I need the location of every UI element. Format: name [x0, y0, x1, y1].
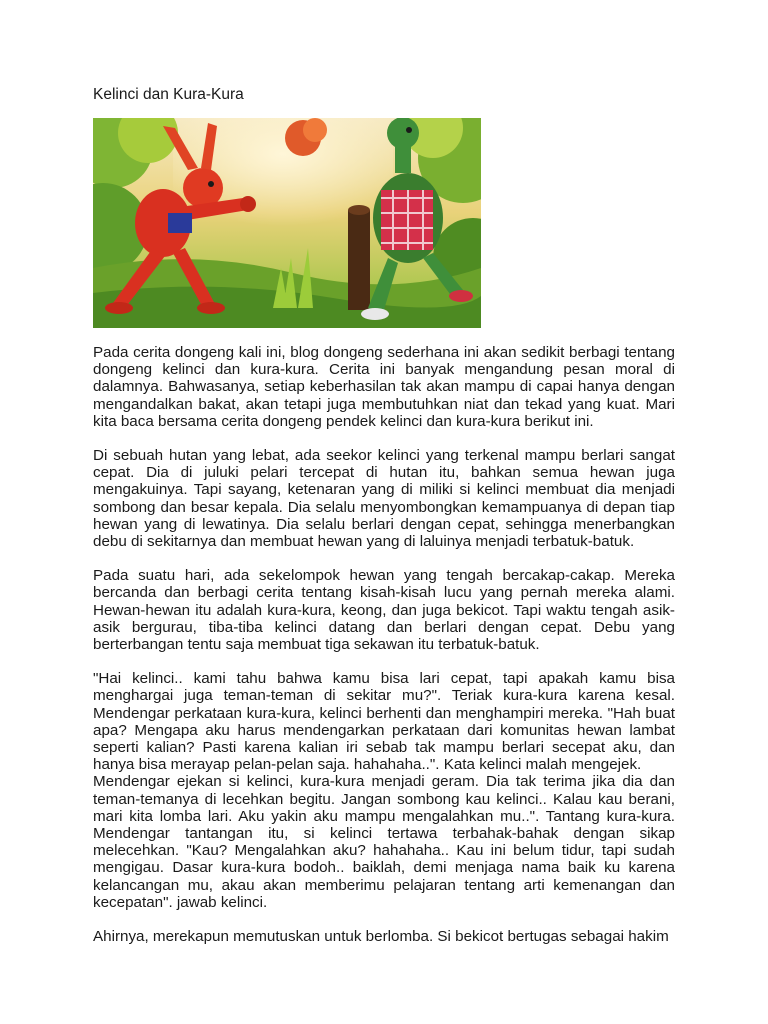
story-paragraph: Pada cerita dongeng kali ini, blog dongeng sederhana ini akan sedikit berbagi tentang dongeng kelinci dan kura-kura. Cerita ini banyak mengandung pesan moral di dalamnya. Bahwasanya, setiap keberhasilan tak akan mampu di capai hanya dengan mengandalkan bakat, akan tetapi juga membutuhkan niat dan tekad yang kuat. Mari kita baca bersama cerita dongeng pendek kelinci dan kura-kura berikut ini.: [93, 344, 675, 430]
story-paragraph: Mendengar ejekan si kelinci, kura-kura menjadi geram. Dia tak terima jika dia dan teman-temanya di lecehkan begitu. Jangan sombong kau kelinci.. Kalau kau berani, mari kita lomba lari. Aku yakin aku mampu mengalahkan mu..". Tantang kura-kura. Mendengar tantangan itu, si kelinci tertawa terbahak-bahak dengan sikap melecehkan. "Kau? Mengalahkan aku? hahahaha.. Kau ini belum tidur, tapi sudah mengigau. Dasar kura-kura bodoh.. baiklah, demi menjaga nama baik ku karena kelancangan mu, akau akan memberimu pelajaran tentang arti kemenangan dan kecepatan". jawab kelinci.: [93, 773, 675, 911]
story-illustration: [93, 118, 481, 328]
story-paragraph: Ahirnya, merekapun memutuskan untuk berlomba. Si bekicot bertugas sebagai hakim: [93, 928, 669, 946]
story-paragraph: Pada suatu hari, ada sekelompok hewan yang tengah bercakap-cakap. Mereka bercanda dan berbagi cerita tentang kisah-kisah lucu yang pernah mereka alami. Hewan-hewan itu adalah kura-kura, keong, dan juga bekicot. Tapi waktu tengah asik-asik bergurau, tiba-tiba kelinci datang dan berlari dengan cepat. Debu yang berterbangan tentu saja membuat tiga sekawan itu terbatuk-batuk.: [93, 567, 675, 654]
document-title: Kelinci dan Kura-Kura: [93, 86, 244, 103]
document-page: [93, 86, 675, 962]
story-paragraph: Di sebuah hutan yang lebat, ada seekor kelinci yang terkenal mampu berlari sangat cepat. Dia di juluki pelari tercepat di hutan itu, bahkan semua hewan juga mengakuinya. Tapi sayang, ketenaran yang di miliki si kelinci membuat dia menjadi sombong dan besar kepala. Dia selalu menyombongkan kemampuanya di depan tiap hewan yang di lewatinya. Dia selalu berlari dengan cepat, sehingga menerbangkan debu di sekitarnya dan membuat hewan yang di laluinya menjadi terbatuk-batuk.: [93, 447, 675, 551]
story-paragraph: "Hai kelinci.. kami tahu bahwa kamu bisa lari cepat, tapi apakah kamu bisa menghargai juga teman-teman di sekitar mu?". Teriak kura-kura karena kesal. Mendengar perkataan kura-kura, kelinci berhenti dan menghampiri mereka. "Hah buat apa? Mengapa aku harus mendengarkan perkataan dari komunitas hewan lambat seperti kalian? Pasti karena kalian iri sebab tak mampu berlari secepat aku, dan hanya bisa merayap pelan-pelan saja. hahahaha..". Kata kelinci malah mengejek.: [93, 670, 675, 774]
